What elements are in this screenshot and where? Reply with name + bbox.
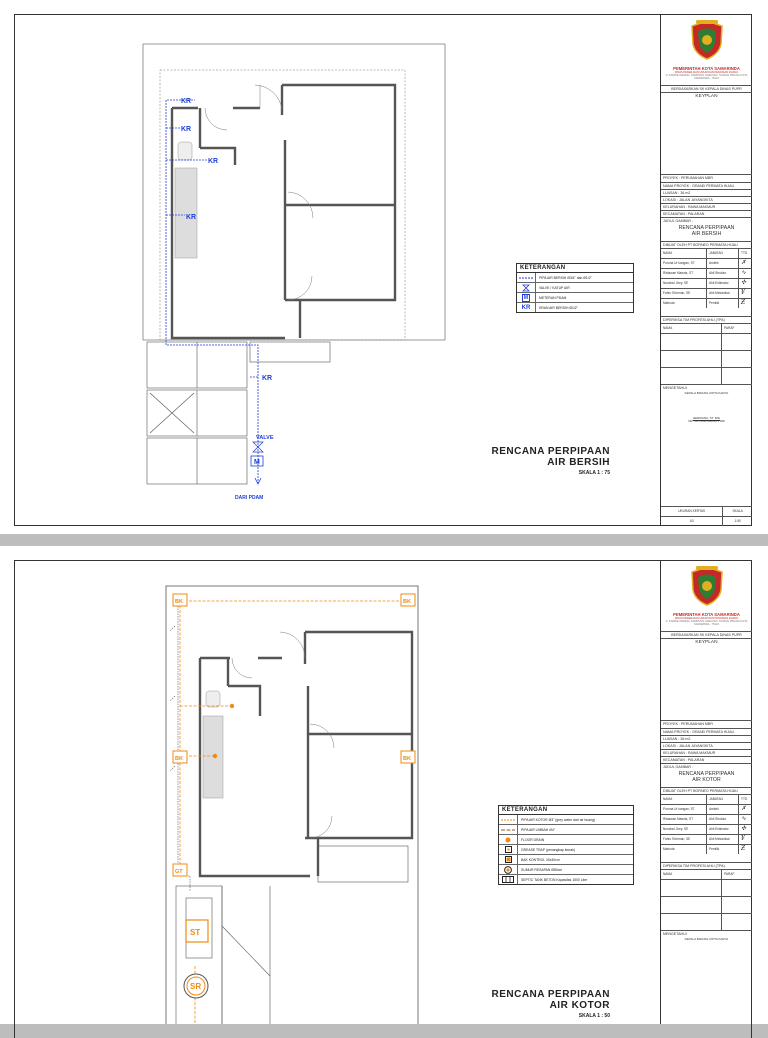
col-role: JABATAN bbox=[706, 249, 738, 259]
col-name: NAMA bbox=[661, 870, 722, 880]
table-row bbox=[661, 289, 752, 299]
field: KECAMATAN : PALARAN bbox=[661, 756, 752, 763]
col-sign: TTD bbox=[739, 795, 752, 805]
drawing-scale: SKALA 1 : 75 bbox=[578, 470, 610, 476]
legend-text: FLOOR DRAIN bbox=[521, 837, 545, 842]
city-emblem-logo bbox=[690, 566, 724, 606]
walls bbox=[200, 632, 412, 876]
keyplan-label: KEYPLAN bbox=[661, 92, 752, 101]
signature: ¥ bbox=[739, 835, 752, 845]
approver-role: KEPALA BIDANG CIPTA KARYA bbox=[684, 390, 729, 395]
legend-row bbox=[499, 865, 633, 875]
signature: ∿ bbox=[739, 815, 752, 825]
field: LOKASI : JALAN JAYANGKITA bbox=[661, 196, 752, 203]
person-role: Ahli Mekanikal bbox=[706, 835, 738, 845]
drawing-title: RENCANA PERPIPAAN bbox=[491, 989, 610, 1000]
pipe-line-icon bbox=[519, 276, 533, 280]
field: KELURAHAN : RAWA MAKMUR bbox=[661, 203, 752, 210]
people-table bbox=[661, 794, 752, 854]
col-name: NAMA bbox=[661, 249, 706, 259]
legend-row bbox=[517, 273, 633, 283]
septic-tank-icon bbox=[502, 876, 514, 883]
tpa-table bbox=[661, 869, 752, 930]
signature: ✗ bbox=[739, 259, 752, 269]
people-table bbox=[661, 248, 752, 308]
table-row bbox=[661, 805, 752, 815]
walls bbox=[172, 85, 395, 338]
person-role: Arsitek bbox=[706, 805, 738, 815]
person-name: Fahru Rohman, SE bbox=[661, 289, 706, 299]
legend-text: VALVE / KATUP AIR bbox=[539, 285, 570, 290]
kitchen-counter bbox=[203, 716, 223, 798]
title-block bbox=[660, 560, 752, 1024]
paper-size: A3 bbox=[661, 517, 723, 527]
col-paraf: PARAF bbox=[722, 870, 753, 880]
kr-label: KR bbox=[208, 158, 219, 165]
legend-row bbox=[499, 855, 633, 865]
legend-text: SUMUR RESAPAN Ø80cm bbox=[521, 867, 563, 872]
faucet-icon: KR bbox=[521, 304, 531, 311]
approver-nip: NIP. 19770410 200604 1 008 bbox=[688, 419, 725, 424]
keyplan-label: KEYPLAN bbox=[661, 638, 752, 647]
made-by: DIBUAT OLEH PT BORNEO PERMATA HIJAU bbox=[661, 241, 752, 248]
field: NAMA PROYEK : GRAND PERMATA HIJAU bbox=[661, 728, 752, 735]
field: JUDUL GAMBAR : bbox=[661, 217, 752, 224]
approver-name: HERMANA, ST, MSi bbox=[692, 416, 720, 420]
legend-title: KETERANGAN bbox=[499, 806, 633, 815]
legend-row bbox=[517, 293, 633, 303]
sewage-pipe-icon bbox=[501, 828, 515, 832]
person-role: Ahli Estimator bbox=[706, 279, 738, 289]
bk-label: BK bbox=[403, 756, 411, 762]
tpa-table bbox=[661, 323, 752, 384]
water-meter-label: M bbox=[254, 459, 260, 466]
approver-role: KEPALA BIDANG CIPTA KARYA bbox=[684, 936, 729, 941]
made-by: DIBUAT OLEH PT BORNEO PERMATA HIJAU bbox=[661, 787, 752, 794]
sr-label: SR bbox=[190, 982, 202, 991]
person-role: Ahli Estimator bbox=[706, 825, 738, 835]
org-name: PEMERINTAH KOTA SAMARINDA bbox=[673, 612, 740, 617]
legend-text: GREASE TRAP (penangkap lemak) bbox=[521, 847, 575, 852]
legend-text: SEPTIC TANK BETON Kapasitas 1500 Liter bbox=[521, 877, 588, 882]
org-address: Jl. KADRIE OENING, KAMPUNG JAWA KEC. SUNGAI PINANG KOTA SAMARINDA - 75124 bbox=[665, 73, 748, 80]
legend-waste-water bbox=[498, 805, 634, 885]
org-address: Jl. KADRIE OENING, KAMPUNG JAWA KEC. SUNGAI PINANG KOTA SAMARINDA - 75124 bbox=[665, 619, 748, 626]
table-row bbox=[661, 259, 752, 269]
drawing-title-block bbox=[470, 446, 610, 476]
floor-drain-icon bbox=[213, 754, 217, 758]
carport-paving bbox=[147, 342, 330, 484]
floor-plan-waste-water bbox=[0, 546, 660, 1024]
org-name: PEMERINTAH KOTA SAMARINDA bbox=[673, 66, 740, 71]
legend-row bbox=[499, 875, 633, 884]
approved-label: MENGETAHUI bbox=[661, 930, 752, 937]
col-name: NAMA bbox=[661, 795, 706, 805]
kr-label: KR bbox=[181, 98, 192, 105]
table-row bbox=[661, 815, 752, 825]
person-role: Pemilik bbox=[706, 299, 738, 309]
person-role: Ahli Struktur bbox=[706, 269, 738, 279]
field: KECAMATAN : PALARAN bbox=[661, 210, 752, 217]
legend-text: METERAN PDAM bbox=[539, 295, 567, 300]
water-meter-icon: M bbox=[523, 294, 529, 301]
signature: ¥ bbox=[739, 289, 752, 299]
approval-text: BERDASARKAN SK KEPALA DINAS PUPR bbox=[661, 85, 752, 92]
person-name: Puruna Ur kangan, ST bbox=[661, 259, 706, 269]
legend-text: PIPA AIR BERSIH Ø3/4" dan Ø1/2" bbox=[539, 275, 592, 280]
bk-label: BK bbox=[403, 599, 411, 605]
source-label: DARI PDAM bbox=[235, 495, 264, 501]
field: PROYEK : PERUMAHAN MBR bbox=[661, 174, 752, 181]
carport-paving bbox=[176, 846, 408, 1024]
field: KELURAHAN : RAWA MAKMUR bbox=[661, 749, 752, 756]
person-role: Arsitek bbox=[706, 259, 738, 269]
person-name: Markota bbox=[661, 845, 706, 855]
person-name: Nurainul Jirey, SE bbox=[661, 825, 706, 835]
approved-label: MENGETAHUI bbox=[661, 384, 752, 391]
tb-drawing-title: RENCANA PERPIPAAN AIR KOTOR bbox=[678, 771, 735, 784]
city-emblem bbox=[661, 560, 752, 612]
legend-text: BAK KONTROL 30x30cm bbox=[521, 857, 560, 862]
toilet-fixture bbox=[178, 142, 192, 160]
checked-by: DIPERIKSA TIM PROFESI AHLI (TPA) bbox=[661, 316, 752, 323]
paper-table bbox=[661, 506, 752, 526]
field: LUASAN : 36 m2 bbox=[661, 735, 752, 742]
org-department: DINAS PEKERJAAN UMUM DAN PENATAAN RUANG bbox=[674, 70, 739, 74]
table-row bbox=[661, 825, 752, 835]
col-name: NAMA bbox=[661, 324, 722, 334]
waste-water-pipe bbox=[180, 601, 408, 1024]
col-role: JABATAN bbox=[706, 795, 738, 805]
kr-label: KR bbox=[181, 126, 192, 133]
drawing-scale: SKALA 1 : 50 bbox=[578, 1013, 610, 1019]
person-role: Pemilik bbox=[706, 845, 738, 855]
field: LUASAN : 36 m2 bbox=[661, 189, 752, 196]
st-label: ST bbox=[190, 928, 201, 937]
waste-pipe-icon bbox=[501, 818, 515, 822]
signature: ✣ bbox=[739, 825, 752, 835]
grease-trap-icon bbox=[505, 846, 512, 853]
paper-label: UKURAN KERTAS bbox=[661, 507, 723, 517]
legend-text: PIPA AIR LIMBAH Ø4" bbox=[521, 827, 555, 832]
field: JUDUL GAMBAR : bbox=[661, 763, 752, 770]
door-swings bbox=[205, 85, 313, 300]
legend-row bbox=[499, 815, 633, 825]
table-row bbox=[661, 845, 752, 855]
signature: ✗ bbox=[739, 805, 752, 815]
keyplan-area bbox=[661, 100, 752, 174]
legend-row bbox=[499, 825, 633, 835]
legend-row bbox=[517, 303, 633, 312]
signature: Ƶ bbox=[739, 299, 752, 309]
kr-label: KR bbox=[186, 214, 197, 221]
drawing-title: RENCANA PERPIPAAN bbox=[491, 446, 610, 457]
keyplan-area bbox=[661, 646, 752, 720]
valve-icon bbox=[522, 284, 530, 292]
person-name: Puruna Ur kangan, ST bbox=[661, 805, 706, 815]
drawing-title-block bbox=[470, 989, 610, 1019]
table-row bbox=[661, 299, 752, 309]
drawing-subtitle: AIR KOTOR bbox=[549, 1000, 610, 1011]
table-row bbox=[661, 269, 752, 279]
person-role: Ahli Struktur bbox=[706, 815, 738, 825]
drawing-sheet-waste-water bbox=[0, 546, 768, 1024]
person-role: Ahli Mekanikal bbox=[706, 289, 738, 299]
city-emblem-logo bbox=[690, 20, 724, 60]
legend-title: KETERANGAN bbox=[517, 264, 633, 273]
person-name: Nurainul Jirey, SE bbox=[661, 279, 706, 289]
field: NAMA PROYEK : GRAND PERMATA HIJAU bbox=[661, 182, 752, 189]
drawing-subtitle: AIR BERSIH bbox=[547, 457, 610, 468]
table-row bbox=[661, 835, 752, 845]
legend-row bbox=[499, 845, 633, 855]
tb-drawing-title: RENCANA PERPIPAAN AIR BERSIH bbox=[678, 225, 735, 238]
control-box-icon bbox=[505, 856, 512, 863]
person-name: Fahru Rohman, SE bbox=[661, 835, 706, 845]
bk-label: BK bbox=[175, 756, 183, 762]
kitchen-counter bbox=[175, 168, 197, 258]
field: LOKASI : JALAN JAYANGKITA bbox=[661, 742, 752, 749]
floor-drain-icon bbox=[230, 704, 234, 708]
gt-label: GT bbox=[175, 869, 183, 875]
signature: ✣ bbox=[739, 279, 752, 289]
legend-row bbox=[517, 283, 633, 293]
col-paraf: PARAF bbox=[722, 324, 753, 334]
signature: Ƶ bbox=[739, 845, 752, 855]
table-row bbox=[661, 279, 752, 289]
org-department: DINAS PEKERJAAN UMUM DAN PENATAAN RUANG bbox=[674, 616, 739, 620]
kr-label: KR bbox=[262, 375, 273, 382]
legend-clean-water bbox=[516, 263, 634, 313]
floor-drain-icon bbox=[505, 837, 511, 843]
legend-text: KRAN AIR BERSIH Ø1/2" bbox=[539, 305, 578, 310]
city-emblem bbox=[661, 14, 752, 66]
infiltration-well-icon bbox=[504, 866, 512, 874]
legend-row bbox=[499, 835, 633, 845]
approval-text: BERDASARKAN SK KEPALA DINAS PUPR bbox=[661, 631, 752, 638]
toilet-fixture bbox=[206, 691, 220, 707]
title-block bbox=[660, 14, 752, 526]
legend-text: PIPA AIR KOTOR Ø3" (grey water dari air buang) bbox=[521, 817, 596, 822]
scale-label: SKALA bbox=[723, 507, 752, 517]
person-name: Ristawan Mawria, ST bbox=[661, 815, 706, 825]
person-name: Ristawan Mawria, ST bbox=[661, 269, 706, 279]
valve-label: VALVE bbox=[256, 435, 274, 441]
checked-by: DIPERIKSA TIM PROFESI AHLI (TPA) bbox=[661, 862, 752, 869]
paper-scale: 1:50 bbox=[723, 517, 752, 527]
bk-label: BK bbox=[175, 599, 183, 605]
col-sign: TTD bbox=[739, 249, 752, 259]
person-name: Markota bbox=[661, 299, 706, 309]
signature: ∿ bbox=[739, 269, 752, 279]
field: PROYEK : PERUMAHAN MBR bbox=[661, 720, 752, 727]
